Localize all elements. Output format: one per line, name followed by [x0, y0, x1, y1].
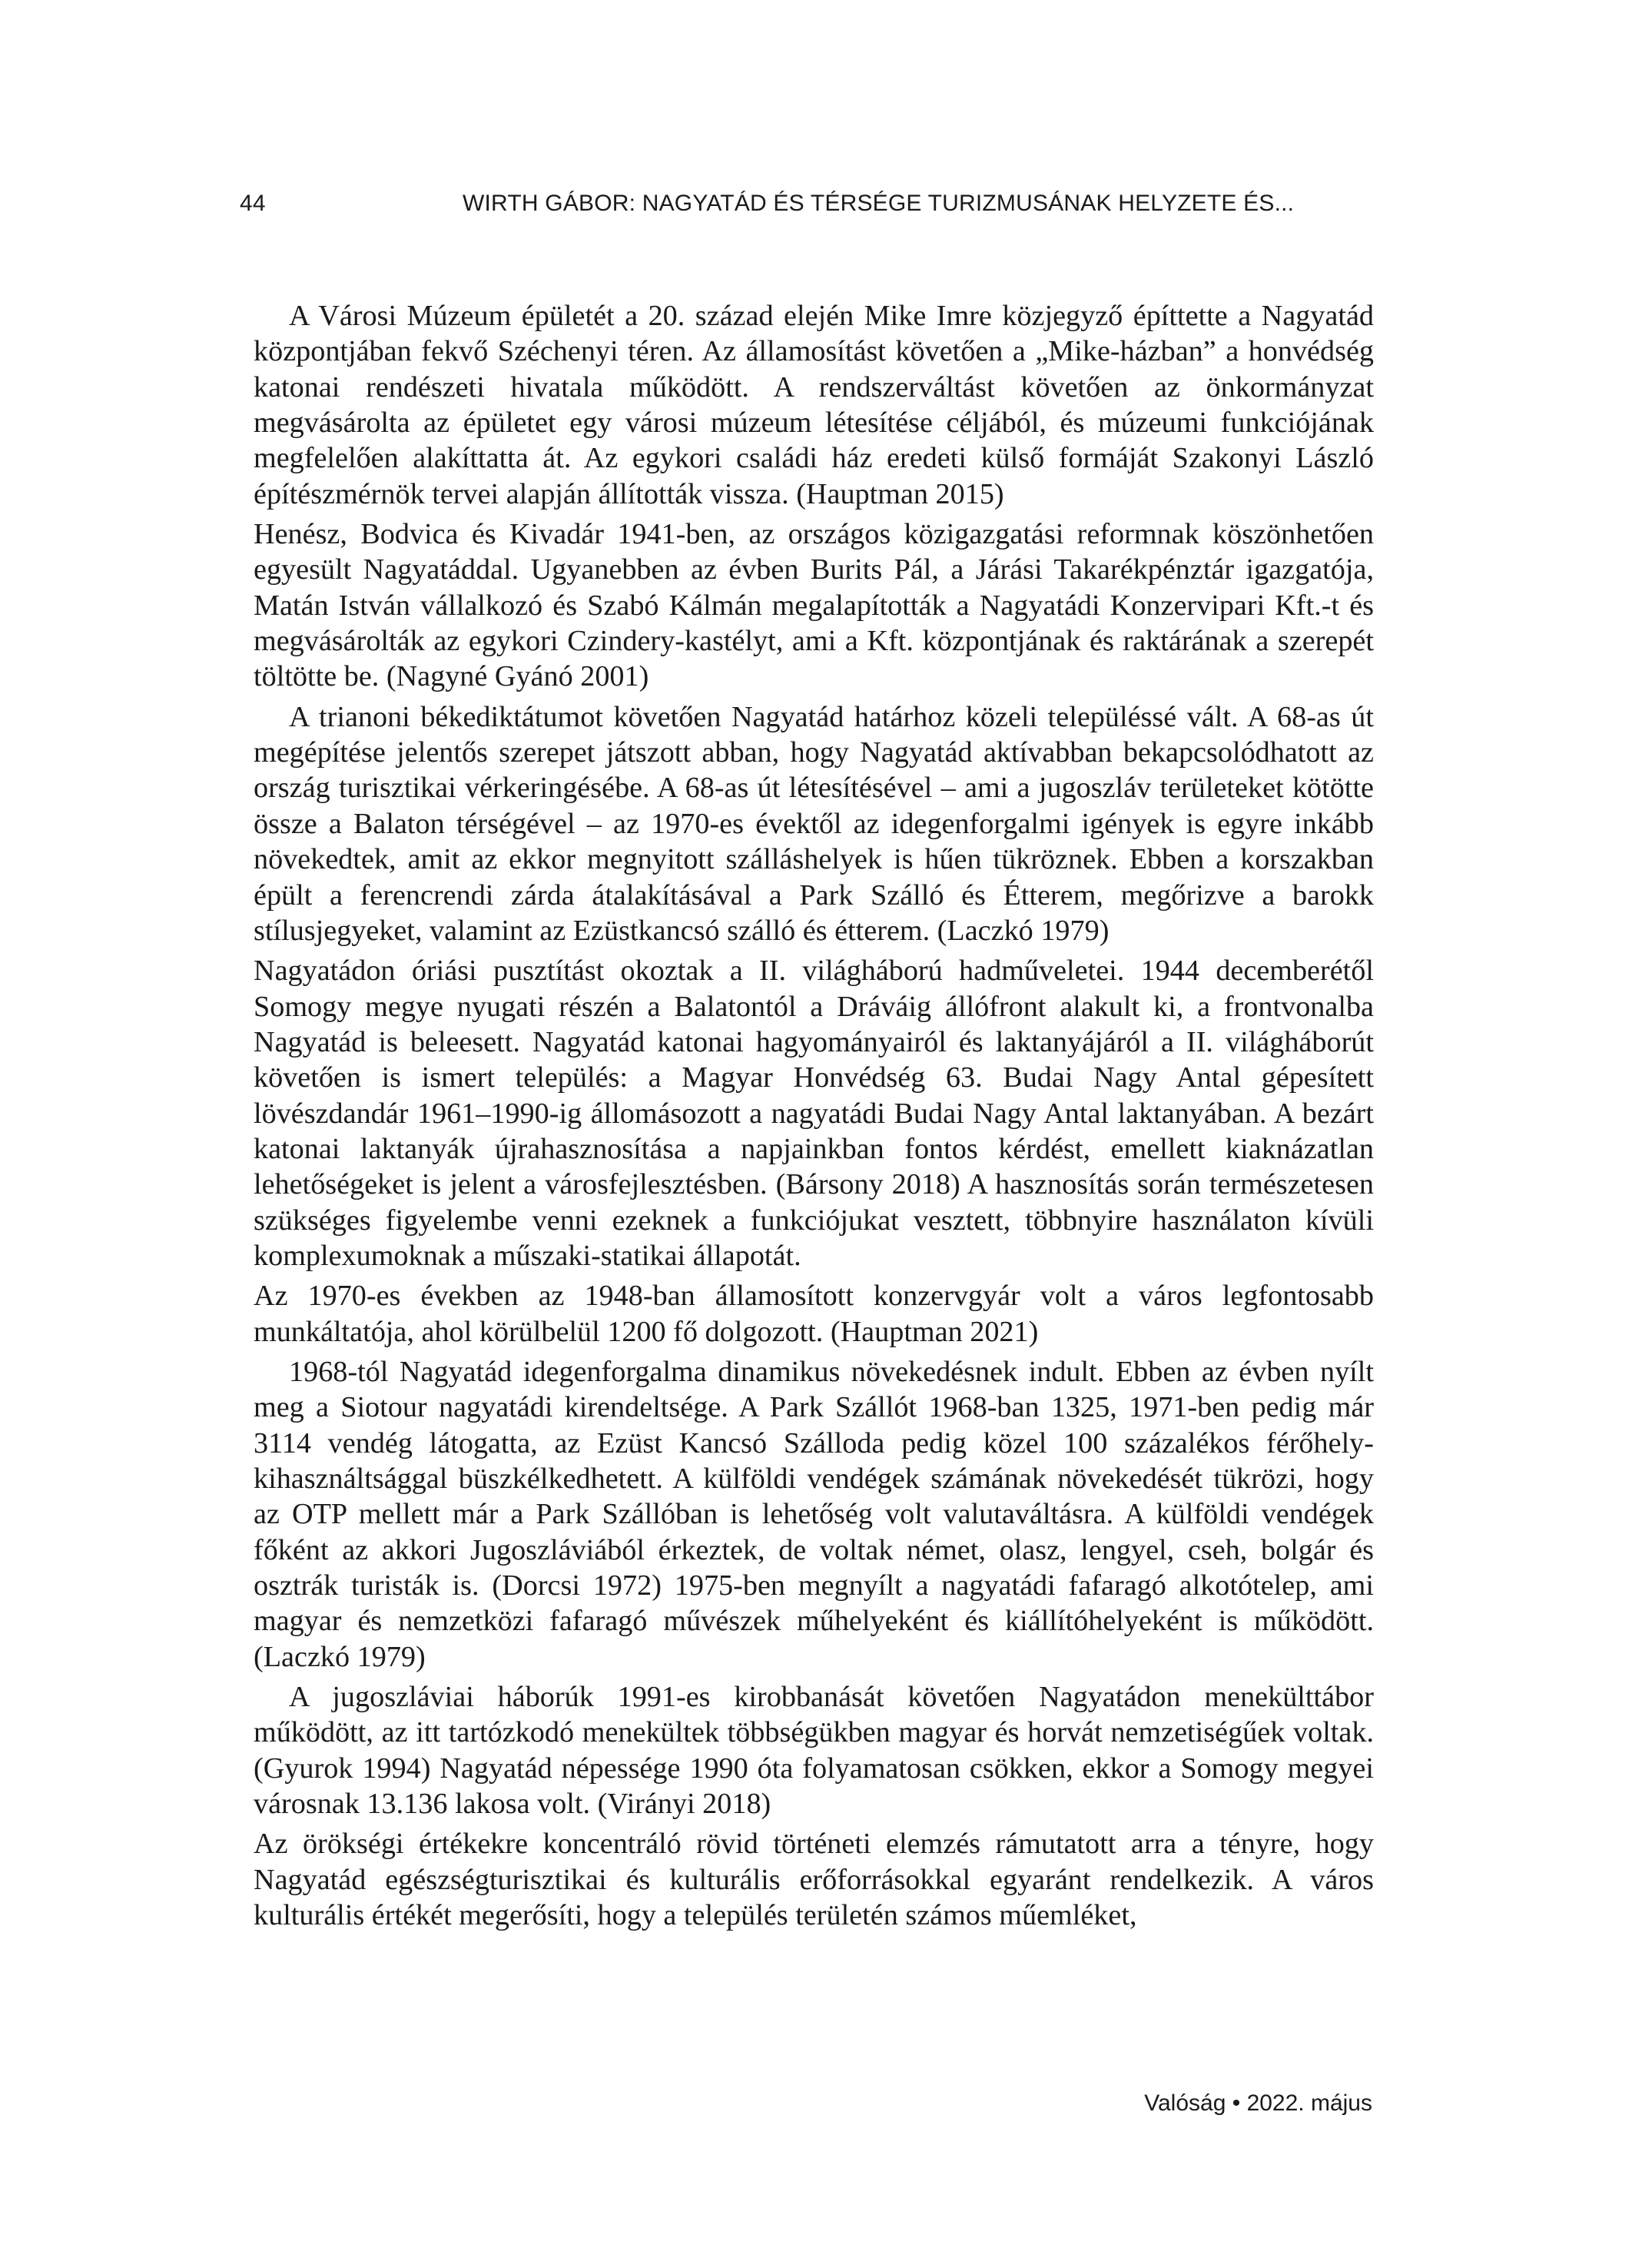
paragraph-museum: A Városi Múzeum épületét a 20. század elején Mike Imre közjegyző építtette a Nagyatád központjában fekvő Széchenyi téren. Az államosítást követően a „Mike-házban” a honvédség katonai rendészeti hivatala működött. A rendszerváltást követően az önkormányzat megvásárolta az épületet egy városi múzeum létesítése céljából, és múzeumi funkciójának megfelelően alakíttatta át. Az egykori családi ház eredeti külső formáját Szakonyi László építészmérnök tervei alapján állították vissza. (Hauptman 2015): [254, 300, 1374, 510]
article-body: [254, 298, 1374, 1938]
paragraph-cannery: Az 1970-es években az 1948-ban államosított konzervgyár volt a város legfontosabb munkáltatója, ahol körülbelül 1200 fő dolgozott. (Hauptman 2021): [254, 1280, 1374, 1348]
paragraph-tourism-1968: 1968-tól Nagyatád idegenforgalma dinamikus növekedésnek indult. Ebben az évben nyílt meg a Siotour nagyatádi kirendeltsége. A Park Szállót 1968-ban 1325, 1971-ben pedig már 3114 vendég látogatta, az Ezüst Kancsó Szálloda pedig közel 100 százalékos férőhely-kihasználtsággal büszkélkedhetett. A külföldi vendégek számának növekedését tükrözi, hogy az OTP mellett már a Park Szállóban is lehetőség volt valutaváltásra. A külföldi vendégek főként az akkori Jugoszláviából érkeztek, de voltak német, olasz, lengyel, cseh, bolgár és osztrák turisták is. (Dorcsi 1972) 1975-ben megnyílt a nagyatádi fafaragó alkotótelep, ami magyar és nemzetközi fafaragó művészek műhelyeként és kiállítóhelyeként is működött. (Laczkó 1979): [254, 1355, 1374, 1673]
paragraph-merger: Henész, Bodvica és Kivadár 1941-ben, az országos közigazgatási reformnak köszönhetően egyesült Nagyatáddal. Ugyanebben az évben Burits Pál, a Járási Takarékpénztár igazgatója, Matán István vállalkozó és Szabó Kálmán megalapították a Nagyatádi Konzervipari Kft.-t és megvásárolták az egykori Czindery-kastélyt, ami a Kft. központjának és raktárának a szerepét töltötte be. (Nagyné Gyánó 2001): [254, 518, 1374, 693]
paragraph-war: Nagyatádon óriási pusztítást okoztak a II. világháború hadműveletei. 1944 decemberétől Somogy megye nyugati részén a Balatontól a Dráváig állófront alakult ki, a frontvonalba Nagyatád is beleesett. Nagyatád katonai hagyományairól és laktanyájáról a II. világháborút követően is ismert település: a Magyar Honvédség 63. Budai Nagy Antal gépesített lövészdandár 1961–1990-ig állomásozott a nagyatádi Budai Nagy Antal laktanyában. A bezárt katonai laktanyák újrahasznosítása a napjainkban fontos kérdést, emellett kiaknázatlan lehetőségeket is jelent a városfejlesztésben. (Bársony 2018) A hasznosítás során természetesen szükséges figyelembe venni ezeknek a funkciójukat vesztett, többnyire használaton kívüli komplexumoknak a műszaki-statikai állapotát.: [254, 955, 1374, 1272]
page-number: 44: [240, 191, 266, 216]
paragraph-trianon: A trianoni békediktátumot követően Nagyatád határhoz közeli településsé vált. A 68-as út megépítése jelentős szerepet játszott abban, hogy Nagyatád aktívabban bekapcsolódhatott az ország turisztikai vérkeringésébe. A 68-as út létesítésével – ami a jugoszláv területeket kötötte össze a Balaton térségével – az 1970-es évektől az idegenforgalmi igények is egyre inkább növekedtek, amit az ekkor megnyitott szálláshelyek is hűen tükröznek. Ebben a korszakban épült a ferencrendi zárda átalakításával a Park Szálló és Étterem, megőrizve a barokk stílusjegyeket, valamint az Ezüstkancsó szálló és étterem. (Laczkó 1979): [254, 700, 1374, 947]
paragraph-heritage: Az örökségi értékekre koncentráló rövid történeti elemzés rámutatott arra a tényre, hogy Nagyatád egészségturisztikai és kulturális erőforrásokkal egyaránt rendelkezik. A város kulturális értékét megerősíti, hogy a település területén számos műemléket,: [254, 1828, 1374, 1932]
running-title: WIRTH GÁBOR: NAGYATÁD ÉS TÉRSÉGE TURIZMUSÁNAK HELYZETE ÉS...: [463, 191, 1295, 216]
running-header: [240, 191, 1392, 221]
paragraph-refugee-camp: A jugoszláviai háborúk 1991-es kirobbanását követően Nagyatádon menekülttábor működött, az itt tartózkodó menekültek többségükben magyar és horvát nemzetiségűek voltak. (Gyurok 1994) Nagyatád népessége 1990 óta folyamatosan csökken, ekkor a Somogy megyei városnak 13.136 lakosa volt. (Virányi 2018): [254, 1681, 1374, 1821]
publication-footer: Valóság • 2022. május: [1144, 2090, 1372, 2116]
